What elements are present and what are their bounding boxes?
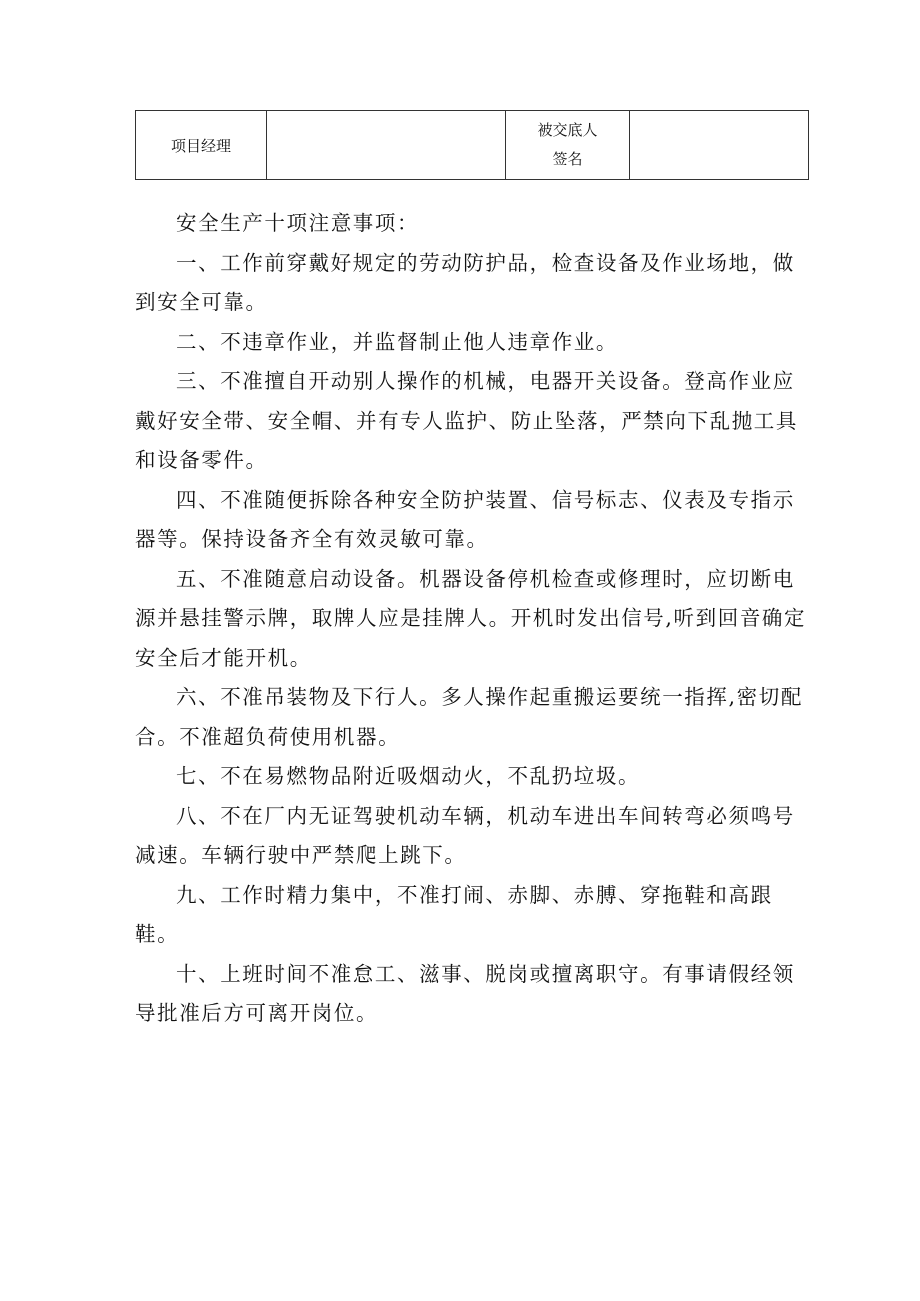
signature-row — [136, 111, 809, 180]
notice-item-4: 四、不准随便拆除各种安全防护装置、信号标志、仪表及专指示器等。保持设备齐全有效灵敏可靠。 — [135, 487, 795, 551]
notice-item-6: 六、不准吊装物及下行人。多人操作起重搬运要统一指挥,密切配合。不准超负荷使用机器。 — [135, 685, 803, 749]
notice-item-1: 一、工作前穿戴好规定的劳动防护品，检查设备及作业场地，做到安全可靠。 — [135, 250, 795, 314]
recipient-label — [506, 111, 630, 180]
notice-item-2: 二、不违章作业，并监督制止他人违章作业。 — [176, 329, 618, 354]
notice-item-5: 五、不准随意启动设备。机器设备停机检查或修理时，应切断电源并悬挂警示牌，取牌人应是挂牌人。开机时发出信号,听到回音确定安全后才能开机。 — [135, 566, 807, 670]
notice-heading: 安全生产十项注意事项： — [176, 211, 420, 235]
signature-table — [135, 110, 809, 180]
recipient-label-line-1: 被交底人 — [537, 121, 598, 139]
recipient-label-line-2: 签名 — [552, 150, 583, 168]
notice-item-10: 十、上班时间不准怠工、滋事、脱岗或擅离职守。有事请假经领导批准后方可离开岗位。 — [135, 961, 795, 1025]
notice-item-8: 八、不在厂内无证驾驶机动车辆，机动车进出车间转弯必须鸣号减速。车辆行驶中严禁爬上跳下。 — [135, 803, 795, 867]
notice-item-7: 七、不在易燃物品附近吸烟动火，不乱扔垃圾。 — [176, 764, 641, 788]
safety-notice-body — [135, 204, 815, 1034]
notice-item-9: 九、工作时精力集中，不准打闹、赤脚、赤膊、穿拖鞋和高跟鞋。 — [135, 882, 773, 946]
recipient-signature-field[interactable] — [630, 111, 809, 180]
project-manager-signature-field[interactable] — [267, 111, 506, 180]
notice-item-3: 三、不准擅自开动别人操作的机械，电器开关设备。登高作业应戴好安全带、安全帽、并有专人监护、防止坠落，严禁向下乱抛工具和设备零件。 — [135, 369, 798, 472]
project-manager-label: 项目经理 — [136, 111, 267, 180]
